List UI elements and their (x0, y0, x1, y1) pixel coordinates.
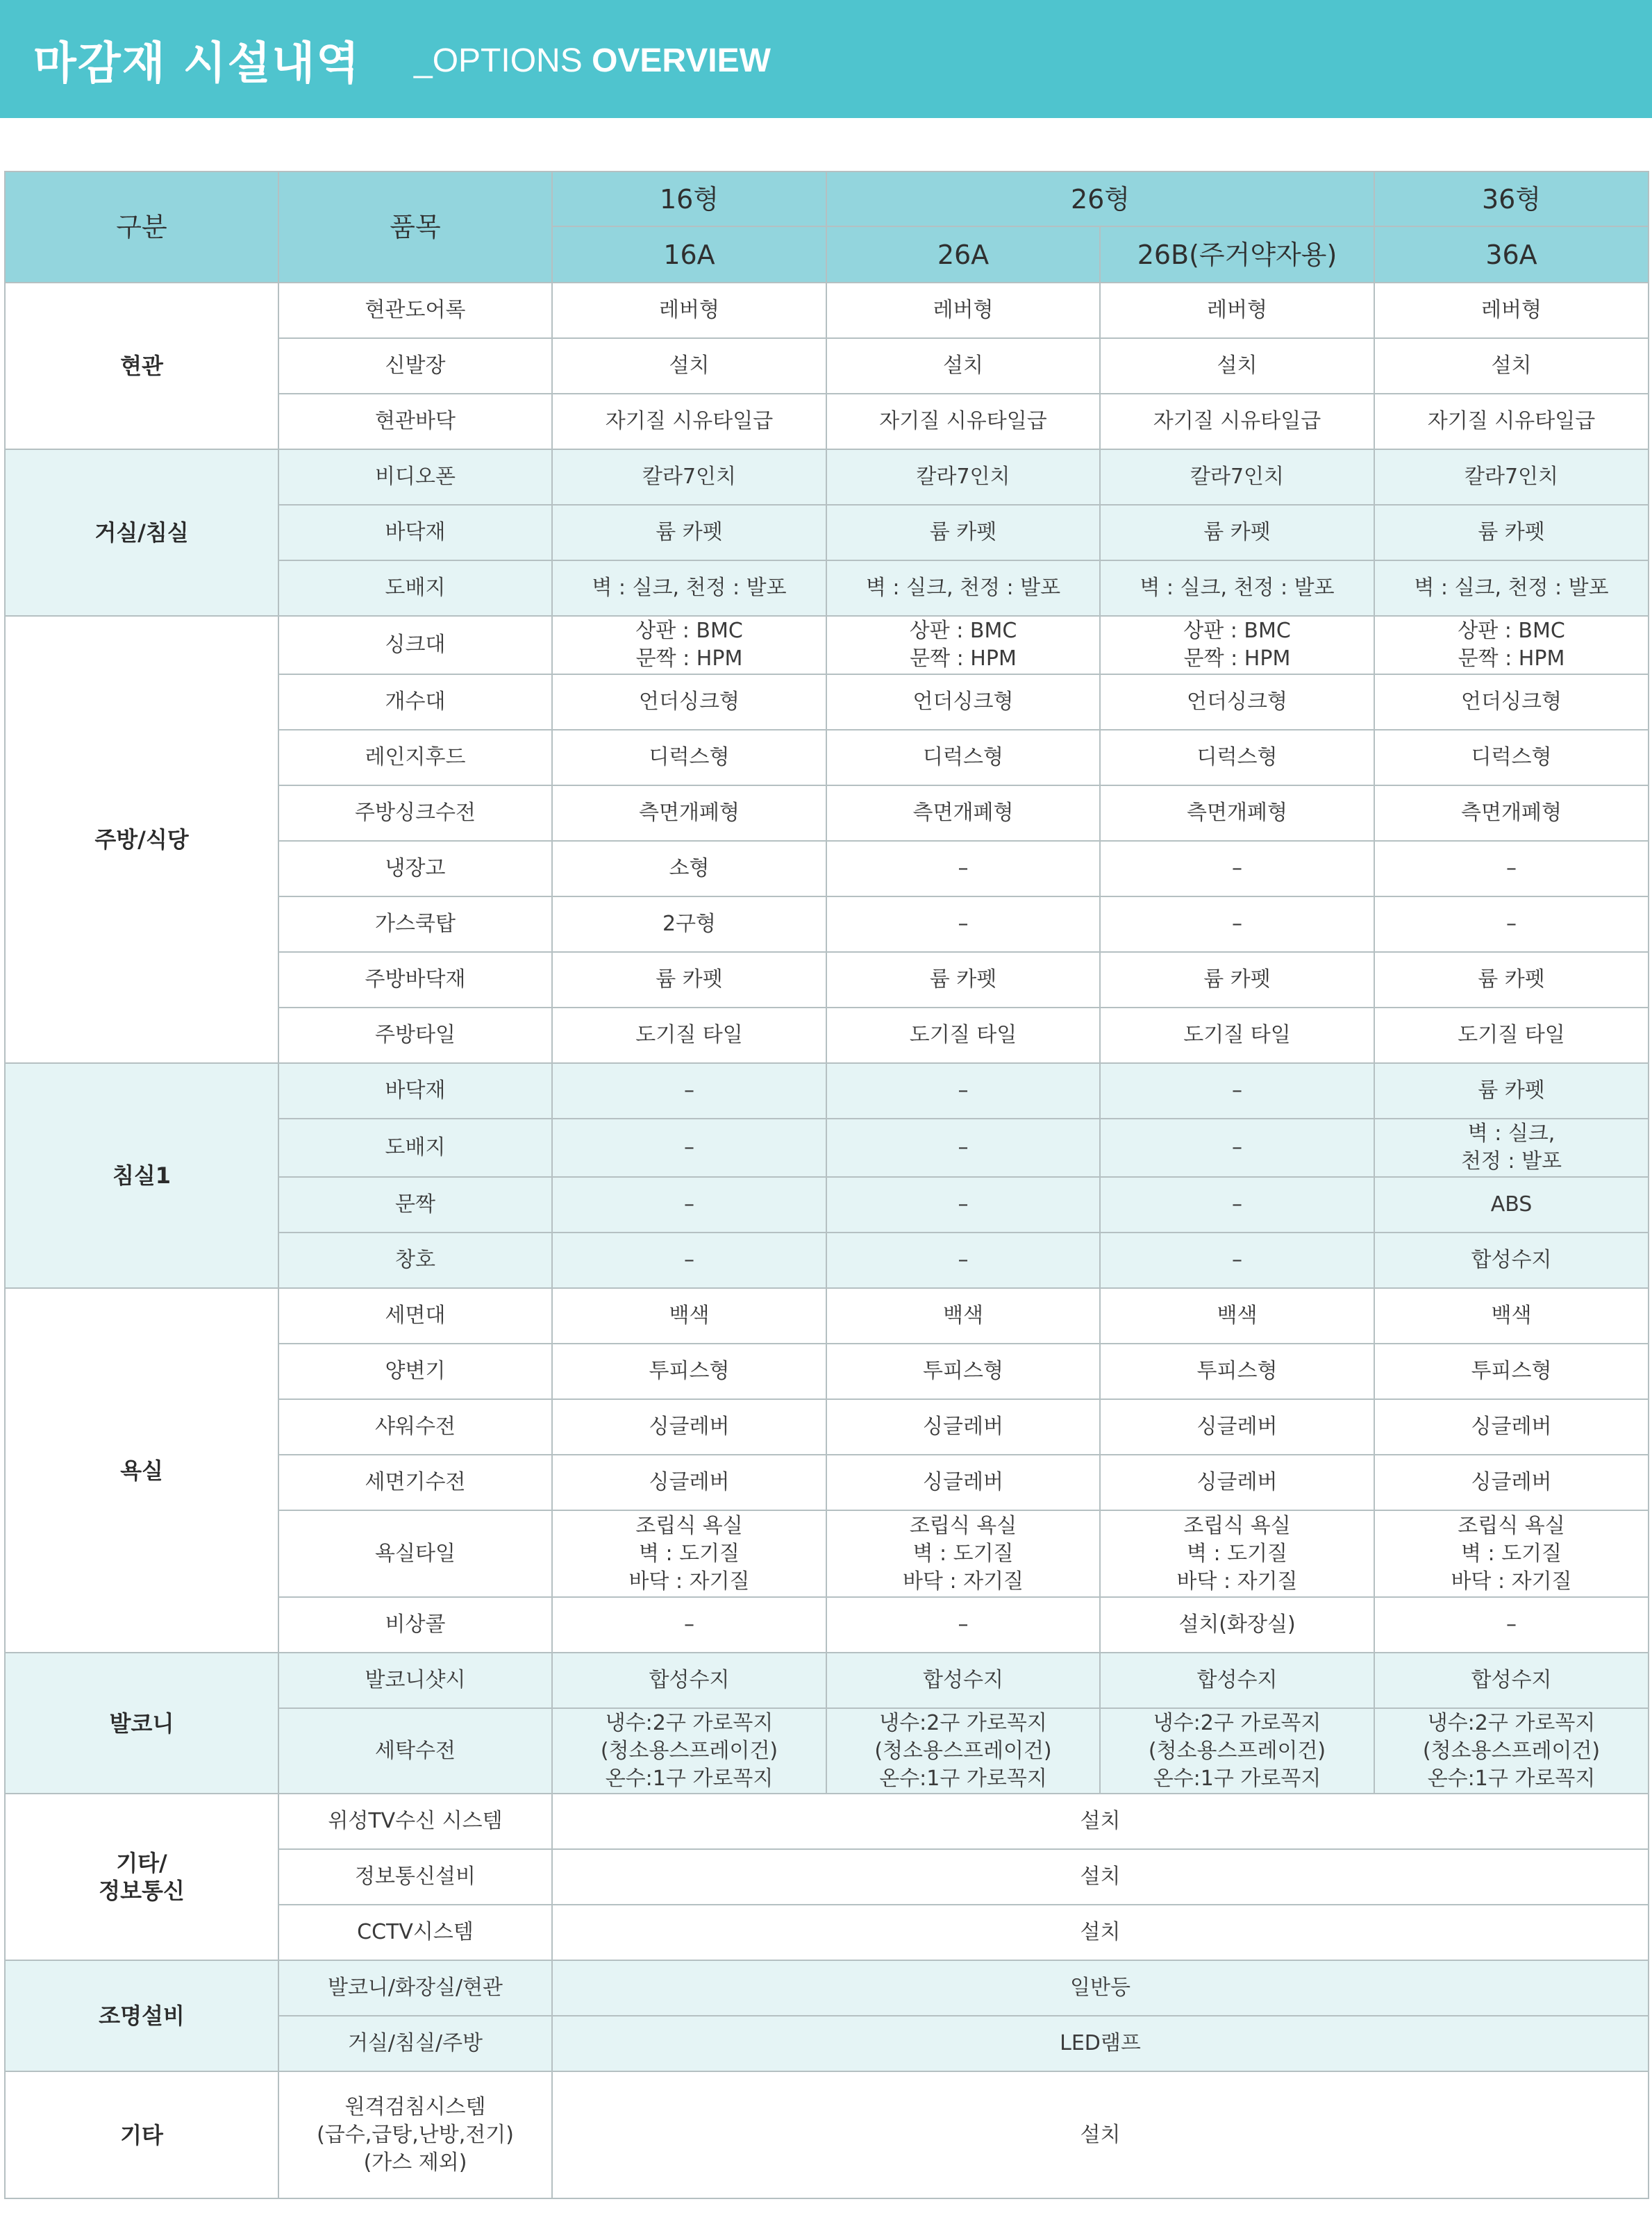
cell-line: 상판 : BMC (1458, 619, 1565, 643)
cell: 륨 카펫 (552, 505, 826, 560)
cell: 소형 (552, 841, 826, 896)
item-label: 싱크대 (278, 616, 552, 674)
head-type-16a: 16A (552, 226, 826, 283)
cell (1374, 1708, 1649, 1794)
cell: – (826, 1119, 1100, 1177)
merged-cell: 설치 (552, 1905, 1649, 1960)
cell: 레버형 (1100, 283, 1374, 338)
cell: – (552, 1177, 826, 1233)
cell: 도기질 타일 (826, 1008, 1100, 1063)
item-label: CCTV시스템 (278, 1905, 552, 1960)
cell: – (826, 896, 1100, 952)
cell: – (552, 1119, 826, 1177)
cell-line: 조립식 욕실 (635, 1513, 743, 1538)
cell (1374, 1119, 1649, 1177)
section-label-line: 정보통신 (99, 1878, 185, 1904)
cell: 2구형 (552, 896, 826, 952)
cell-line: 상판 : BMC (909, 619, 1017, 643)
section-lighting (5, 1960, 1649, 2071)
cell: – (826, 1063, 1100, 1119)
cell-line: 상판 : BMC (1183, 619, 1291, 643)
cell (552, 1510, 826, 1597)
cell: 싱글레버 (1374, 1455, 1649, 1510)
table-row (5, 283, 1649, 338)
item-label: 현관바닥 (278, 394, 552, 449)
cell-line: 벽 : 실크, (1467, 1121, 1555, 1146)
cell: 디럭스형 (1374, 730, 1649, 785)
cell: – (826, 1233, 1100, 1288)
table-head (5, 172, 1649, 283)
item-label: 바닥재 (278, 1063, 552, 1119)
item-label (278, 2071, 552, 2198)
cell: 륨 카펫 (1374, 952, 1649, 1008)
cell-line: 바닥 : 자기질 (1451, 1569, 1572, 1594)
table-row (5, 1653, 1649, 1708)
cell: 측면개폐형 (1374, 785, 1649, 841)
item-label: 양변기 (278, 1344, 552, 1399)
cell: 륨 카펫 (1100, 952, 1374, 1008)
merged-cell: 설치 (552, 1849, 1649, 1905)
cell-line: 벽 : 도기질 (638, 1541, 740, 1566)
cell: 싱글레버 (1100, 1455, 1374, 1510)
cell: 설치 (1374, 338, 1649, 394)
page-subtitle (414, 42, 771, 80)
subtitle-overview: OVERVIEW (592, 42, 771, 79)
item-label: 냉장고 (278, 841, 552, 896)
cell: 싱글레버 (552, 1455, 826, 1510)
cell: – (1100, 1063, 1374, 1119)
item-label: 문짝 (278, 1177, 552, 1233)
cell: 륨 카펫 (1374, 1063, 1649, 1119)
cell: 싱글레버 (1100, 1399, 1374, 1455)
cell: 설치 (552, 338, 826, 394)
merged-cell: LED램프 (552, 2016, 1649, 2071)
cell: 디럭스형 (826, 730, 1100, 785)
cell-line: 바닥 : 자기질 (628, 1569, 750, 1594)
cell: 벽 : 실크, 천정 : 발포 (552, 560, 826, 616)
cell: – (826, 1177, 1100, 1233)
item-label: 세면대 (278, 1288, 552, 1344)
cell: 칼라7인치 (552, 449, 826, 505)
cell: 도기질 타일 (1100, 1008, 1374, 1063)
cell: – (552, 1063, 826, 1119)
table-row (5, 1288, 1649, 1344)
item-label: 거실/침실/주방 (278, 2016, 552, 2071)
section-label: 조명설비 (5, 1960, 278, 2071)
cell (1100, 1708, 1374, 1794)
cell-line: (청소용스프레이건) (874, 1738, 1052, 1763)
cell: 합성수지 (826, 1653, 1100, 1708)
item-label: 주방바닥재 (278, 952, 552, 1008)
cell-line: 조립식 욕실 (909, 1513, 1017, 1538)
cell: 백색 (826, 1288, 1100, 1344)
merged-cell: 설치 (552, 2071, 1649, 2198)
cell-line: (청소용스프레이건) (1148, 1738, 1326, 1763)
cell: 투피스형 (1100, 1344, 1374, 1399)
head-group-36: 36형 (1374, 172, 1649, 226)
section-label: 욕실 (5, 1288, 278, 1653)
table-row (5, 2071, 1649, 2198)
cell: 벽 : 실크, 천정 : 발포 (826, 560, 1100, 616)
cell: 설치 (1100, 338, 1374, 394)
section-label-line: 기타/ (116, 1850, 167, 1876)
cell-line: 문짝 : HPM (635, 646, 743, 671)
cell-line: (청소용스프레이건) (600, 1738, 778, 1763)
table-row (5, 1794, 1649, 1849)
head-category: 구분 (5, 172, 278, 283)
page-title: 마감재 시설내역 (33, 38, 361, 90)
cell: 합성수지 (552, 1653, 826, 1708)
cell: 륨 카펫 (1100, 505, 1374, 560)
cell: – (1100, 1119, 1374, 1177)
cell: – (1100, 1177, 1374, 1233)
cell: 레버형 (552, 283, 826, 338)
head-type-36a: 36A (1374, 226, 1649, 283)
item-label: 현관도어록 (278, 283, 552, 338)
cell: 레버형 (826, 283, 1100, 338)
cell-line: 천정 : 발포 (1460, 1149, 1562, 1174)
cell-line: 상판 : BMC (635, 619, 743, 643)
cell: – (552, 1597, 826, 1653)
cell: 도기질 타일 (1374, 1008, 1649, 1063)
cell: – (1374, 896, 1649, 952)
cell: 벽 : 실크, 천정 : 발포 (1374, 560, 1649, 616)
item-label: 욕실타일 (278, 1510, 552, 1597)
cell: 투피스형 (1374, 1344, 1649, 1399)
cell: 측면개폐형 (552, 785, 826, 841)
cell: 자기질 시유타일급 (1374, 394, 1649, 449)
item-label: 레인지후드 (278, 730, 552, 785)
cell: 디럭스형 (1100, 730, 1374, 785)
cell: 자기질 시유타일급 (552, 394, 826, 449)
cell-line: 벽 : 도기질 (912, 1541, 1014, 1566)
cell-line: 조립식 욕실 (1458, 1513, 1565, 1538)
cell-line: 냉수:2구 가로꼭지 (1153, 1710, 1321, 1735)
section-label: 거실/침실 (5, 449, 278, 616)
cell: 측면개폐형 (1100, 785, 1374, 841)
cell-line: 온수:1구 가로꼭지 (879, 1766, 1047, 1791)
cell: 백색 (1374, 1288, 1649, 1344)
cell: 언더싱크형 (826, 674, 1100, 730)
table-row (5, 616, 1649, 674)
cell: 설치(화장실) (1100, 1597, 1374, 1653)
item-label: 위성TV수신 시스템 (278, 1794, 552, 1849)
item-label: 주방타일 (278, 1008, 552, 1063)
page-header (0, 0, 1652, 118)
cell-line: 온수:1구 가로꼭지 (1427, 1766, 1596, 1791)
item-label: 발코니/화장실/현관 (278, 1960, 552, 2016)
head-item: 품목 (278, 172, 552, 283)
item-label: 개수대 (278, 674, 552, 730)
cell: 칼라7인치 (1374, 449, 1649, 505)
cell (552, 1708, 826, 1794)
table-row (5, 449, 1649, 505)
section-etc-telecom (5, 1794, 1649, 1960)
cell: – (1374, 1597, 1649, 1653)
head-group-26: 26형 (826, 172, 1374, 226)
cell: 레버형 (1374, 283, 1649, 338)
section-label: 기타 (5, 2071, 278, 2198)
item-label: 세면기수전 (278, 1455, 552, 1510)
cell-line: (청소용스프레이건) (1422, 1738, 1601, 1763)
cell: – (1374, 841, 1649, 896)
item-label-line: 원격검침시스템 (344, 2094, 486, 2119)
table-row (5, 1063, 1649, 1119)
cell (1374, 616, 1649, 674)
cell: 륨 카펫 (826, 952, 1100, 1008)
cell-line: 온수:1구 가로꼭지 (605, 1766, 774, 1791)
section-living-room (5, 449, 1649, 616)
cell: ABS (1374, 1177, 1649, 1233)
cell: 자기질 시유타일급 (1100, 394, 1374, 449)
cell: 투피스형 (552, 1344, 826, 1399)
cell: 륨 카펫 (1374, 505, 1649, 560)
item-label: 창호 (278, 1233, 552, 1288)
item-label: 도배지 (278, 1119, 552, 1177)
cell: 륨 카펫 (826, 505, 1100, 560)
cell: 합성수지 (1374, 1653, 1649, 1708)
item-label: 정보통신설비 (278, 1849, 552, 1905)
item-label: 가스쿡탑 (278, 896, 552, 952)
item-label: 비디오폰 (278, 449, 552, 505)
item-label: 세탁수전 (278, 1708, 552, 1794)
cell-line: 바닥 : 자기질 (1176, 1569, 1298, 1594)
section-bathroom (5, 1288, 1649, 1653)
head-group-16: 16형 (552, 172, 826, 226)
item-label: 도배지 (278, 560, 552, 616)
section-label: 침실1 (5, 1063, 278, 1288)
cell: 싱글레버 (826, 1399, 1100, 1455)
item-label: 샤워수전 (278, 1399, 552, 1455)
section-entrance (5, 283, 1649, 449)
cell: 싱글레버 (826, 1455, 1100, 1510)
cell-line: 벽 : 도기질 (1186, 1541, 1288, 1566)
cell (552, 616, 826, 674)
cell-line: 냉수:2구 가로꼭지 (879, 1710, 1047, 1735)
cell: – (1100, 1233, 1374, 1288)
cell: 설치 (826, 338, 1100, 394)
head-type-26a: 26A (826, 226, 1100, 283)
cell: 자기질 시유타일급 (826, 394, 1100, 449)
item-label: 발코니샷시 (278, 1653, 552, 1708)
section-kitchen (5, 616, 1649, 1063)
cell: 언더싱크형 (1374, 674, 1649, 730)
cell-line: 바닥 : 자기질 (902, 1569, 1024, 1594)
cell: – (826, 1597, 1100, 1653)
item-label-line: (급수,급탕,난방,전기) (317, 2122, 514, 2147)
cell: 백색 (552, 1288, 826, 1344)
section-label: 현관 (5, 283, 278, 449)
merged-cell: 일반등 (552, 1960, 1649, 2016)
merged-cell: 설치 (552, 1794, 1649, 1849)
cell: 언더싱크형 (552, 674, 826, 730)
cell (1100, 1510, 1374, 1597)
cell-line: 냉수:2구 가로꼭지 (1427, 1710, 1596, 1735)
cell (1374, 1510, 1649, 1597)
cell (826, 616, 1100, 674)
cell-line: 문짝 : HPM (1183, 646, 1291, 671)
cell: 칼라7인치 (1100, 449, 1374, 505)
cell: – (826, 841, 1100, 896)
item-label: 비상콜 (278, 1597, 552, 1653)
cell-line: 벽 : 도기질 (1460, 1541, 1562, 1566)
cell: 측면개폐형 (826, 785, 1100, 841)
item-label: 바닥재 (278, 505, 552, 560)
cell-line: 문짝 : HPM (910, 646, 1017, 671)
cell: 싱글레버 (552, 1399, 826, 1455)
cell (826, 1708, 1100, 1794)
section-etc (5, 2071, 1649, 2198)
subtitle-prefix: _OPTIONS (414, 42, 592, 79)
item-label: 주방싱크수전 (278, 785, 552, 841)
cell-line: 온수:1구 가로꼭지 (1153, 1766, 1321, 1791)
cell: 언더싱크형 (1100, 674, 1374, 730)
options-table (4, 171, 1649, 2199)
cell: 싱글레버 (1374, 1399, 1649, 1455)
cell: – (1100, 896, 1374, 952)
section-bedroom1 (5, 1063, 1649, 1288)
cell (1100, 616, 1374, 674)
cell: 백색 (1100, 1288, 1374, 1344)
cell: 륨 카펫 (552, 952, 826, 1008)
table-row (5, 1960, 1649, 2016)
cell (826, 1510, 1100, 1597)
cell-line: 조립식 욕실 (1183, 1513, 1291, 1538)
cell: 투피스형 (826, 1344, 1100, 1399)
section-label (5, 1794, 278, 1960)
cell: – (1100, 841, 1374, 896)
cell: 칼라7인치 (826, 449, 1100, 505)
cell: 합성수지 (1100, 1653, 1374, 1708)
cell: 벽 : 실크, 천정 : 발포 (1100, 560, 1374, 616)
item-label: 신발장 (278, 338, 552, 394)
section-label: 주방/식당 (5, 616, 278, 1063)
cell-line: 문짝 : HPM (1458, 646, 1565, 671)
item-label-line: (가스 제외) (363, 2150, 467, 2175)
cell: – (552, 1233, 826, 1288)
cell-line: 냉수:2구 가로꼭지 (605, 1710, 774, 1735)
cell: 디럭스형 (552, 730, 826, 785)
head-type-26b: 26B(주거약자용) (1100, 226, 1374, 283)
section-balcony (5, 1653, 1649, 1794)
cell: 도기질 타일 (552, 1008, 826, 1063)
cell: 합성수지 (1374, 1233, 1649, 1288)
section-label: 발코니 (5, 1653, 278, 1794)
